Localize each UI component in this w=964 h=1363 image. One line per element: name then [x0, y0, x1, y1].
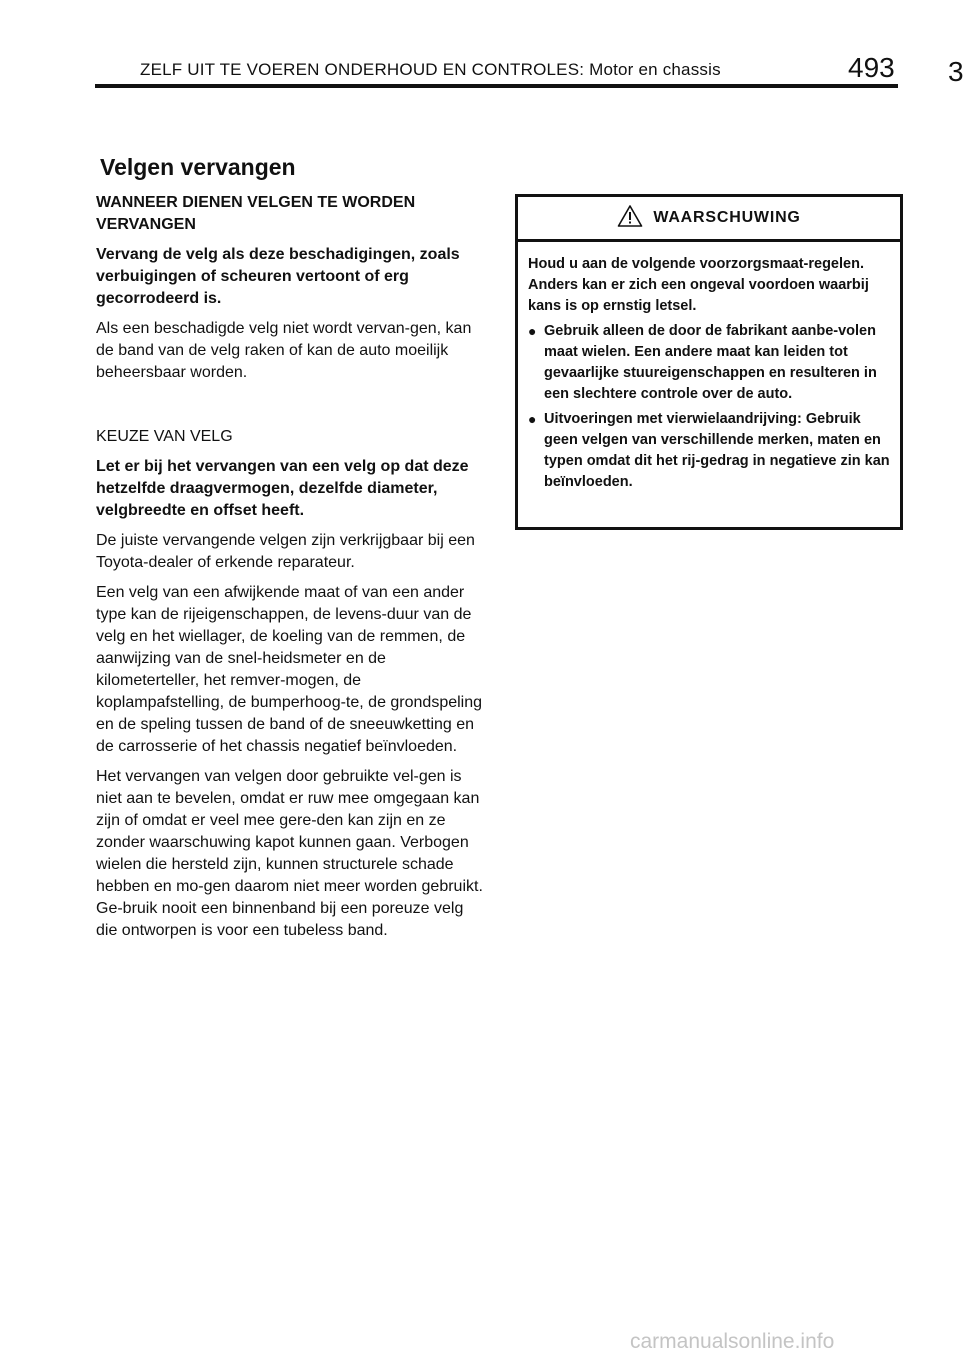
choice-paragraph-2: Een velg van een afwijkende maat of van een ander type kan de rijeigenschappen, de levens-duur van de velg en het wiellager, de koeling van de remmen, de aanwijzing van de snel-heidsmeter en de kilometerteller, het remver-mogen, de koplampafstelling, de bumperhoog-te, de grondspeling en de speling tussen de band of de sneeuwketting en de carrosserie of het chassis negatief beïnvloeden. [96, 584, 483, 755]
warning-box [515, 194, 903, 530]
choice-instruction: Let er bij het vervangen van een velg op dat deze hetzelfde draagvermogen, dezelfde diameter, velgbreedte en offset heeft. [96, 458, 469, 519]
bullet-dot-icon: ● [528, 411, 537, 427]
section-title: Velgen vervangen [100, 154, 296, 180]
when-heading: WANNEER DIENEN VELGEN TE WORDEN VERVANGEN [96, 194, 416, 233]
choice-heading: KEUZE VAN VELG [96, 428, 233, 445]
chapter-edge-mark: 3 [948, 56, 964, 87]
choice-paragraph-1: De juiste vervangende velgen zijn verkrijgbaar bij een Toyota-dealer of erkende reparateur. [96, 532, 475, 571]
bullet-dot-icon: ● [528, 323, 537, 339]
page-number: 493 [848, 52, 895, 83]
when-instruction: Vervang de velg als deze beschadigingen, zoals verbuigingen of scheuren vertoont of erg gecorrodeerd is. [96, 246, 460, 307]
header-title: ZELF UIT TE VOEREN ONDERHOUD EN CONTROLES: Motor en chassis [140, 60, 721, 79]
watermark: carmanualsonline.info [630, 1330, 835, 1353]
warning-bullet [528, 321, 890, 405]
choice-paragraph-3: Het vervangen van velgen door gebruikte vel-gen is niet aan te bevelen, omdat er ruw mee omgegaan kan zijn of omdat er veel mee gere-den kan zijn en ze zonder waarschuwing kapot kunnen gaan. Verbogen wielen die hersteld zijn, kunnen structurele schade hebben en mo-gen daarom niet meer worden gebruikt. Ge-bruik nooit een binnenband bij een poreuze velg die ontworpen is voor een tubeless band. [96, 768, 483, 939]
warning-bullet-text: Gebruik alleen de door de fabrikant aanbe-volen maat wielen. Een andere maat kan leiden tot gevaarlijke stuureigenschappen en resulteren in een slechtere controle over de auto. [544, 323, 877, 402]
spacer [96, 392, 488, 426]
left-column [96, 192, 488, 950]
warning-header [518, 197, 900, 242]
header-rule [95, 84, 898, 88]
when-paragraph: Als een beschadigde velg niet wordt vervan-gen, kan de band van de velg raken of kan de auto moeilijk beheersbaar worden. [96, 320, 472, 381]
warning-title: WAARSCHUWING [653, 209, 801, 226]
warning-intro: Houd u aan de volgende voorzorgsmaat-regelen. Anders kan er zich een ongeval voordoen waarbij kans is op ernstig letsel. [528, 256, 869, 314]
warning-body [518, 242, 900, 493]
warning-bullet-text: Uitvoeringen met vierwielaandrijving: Gebruik geen velgen van verschillende merken, maten en typen omdat dit het rij-gedrag in negatieve zin kan beïnvloeden. [544, 411, 890, 490]
warning-bullet [528, 409, 890, 493]
warning-triangle-icon [617, 204, 643, 233]
